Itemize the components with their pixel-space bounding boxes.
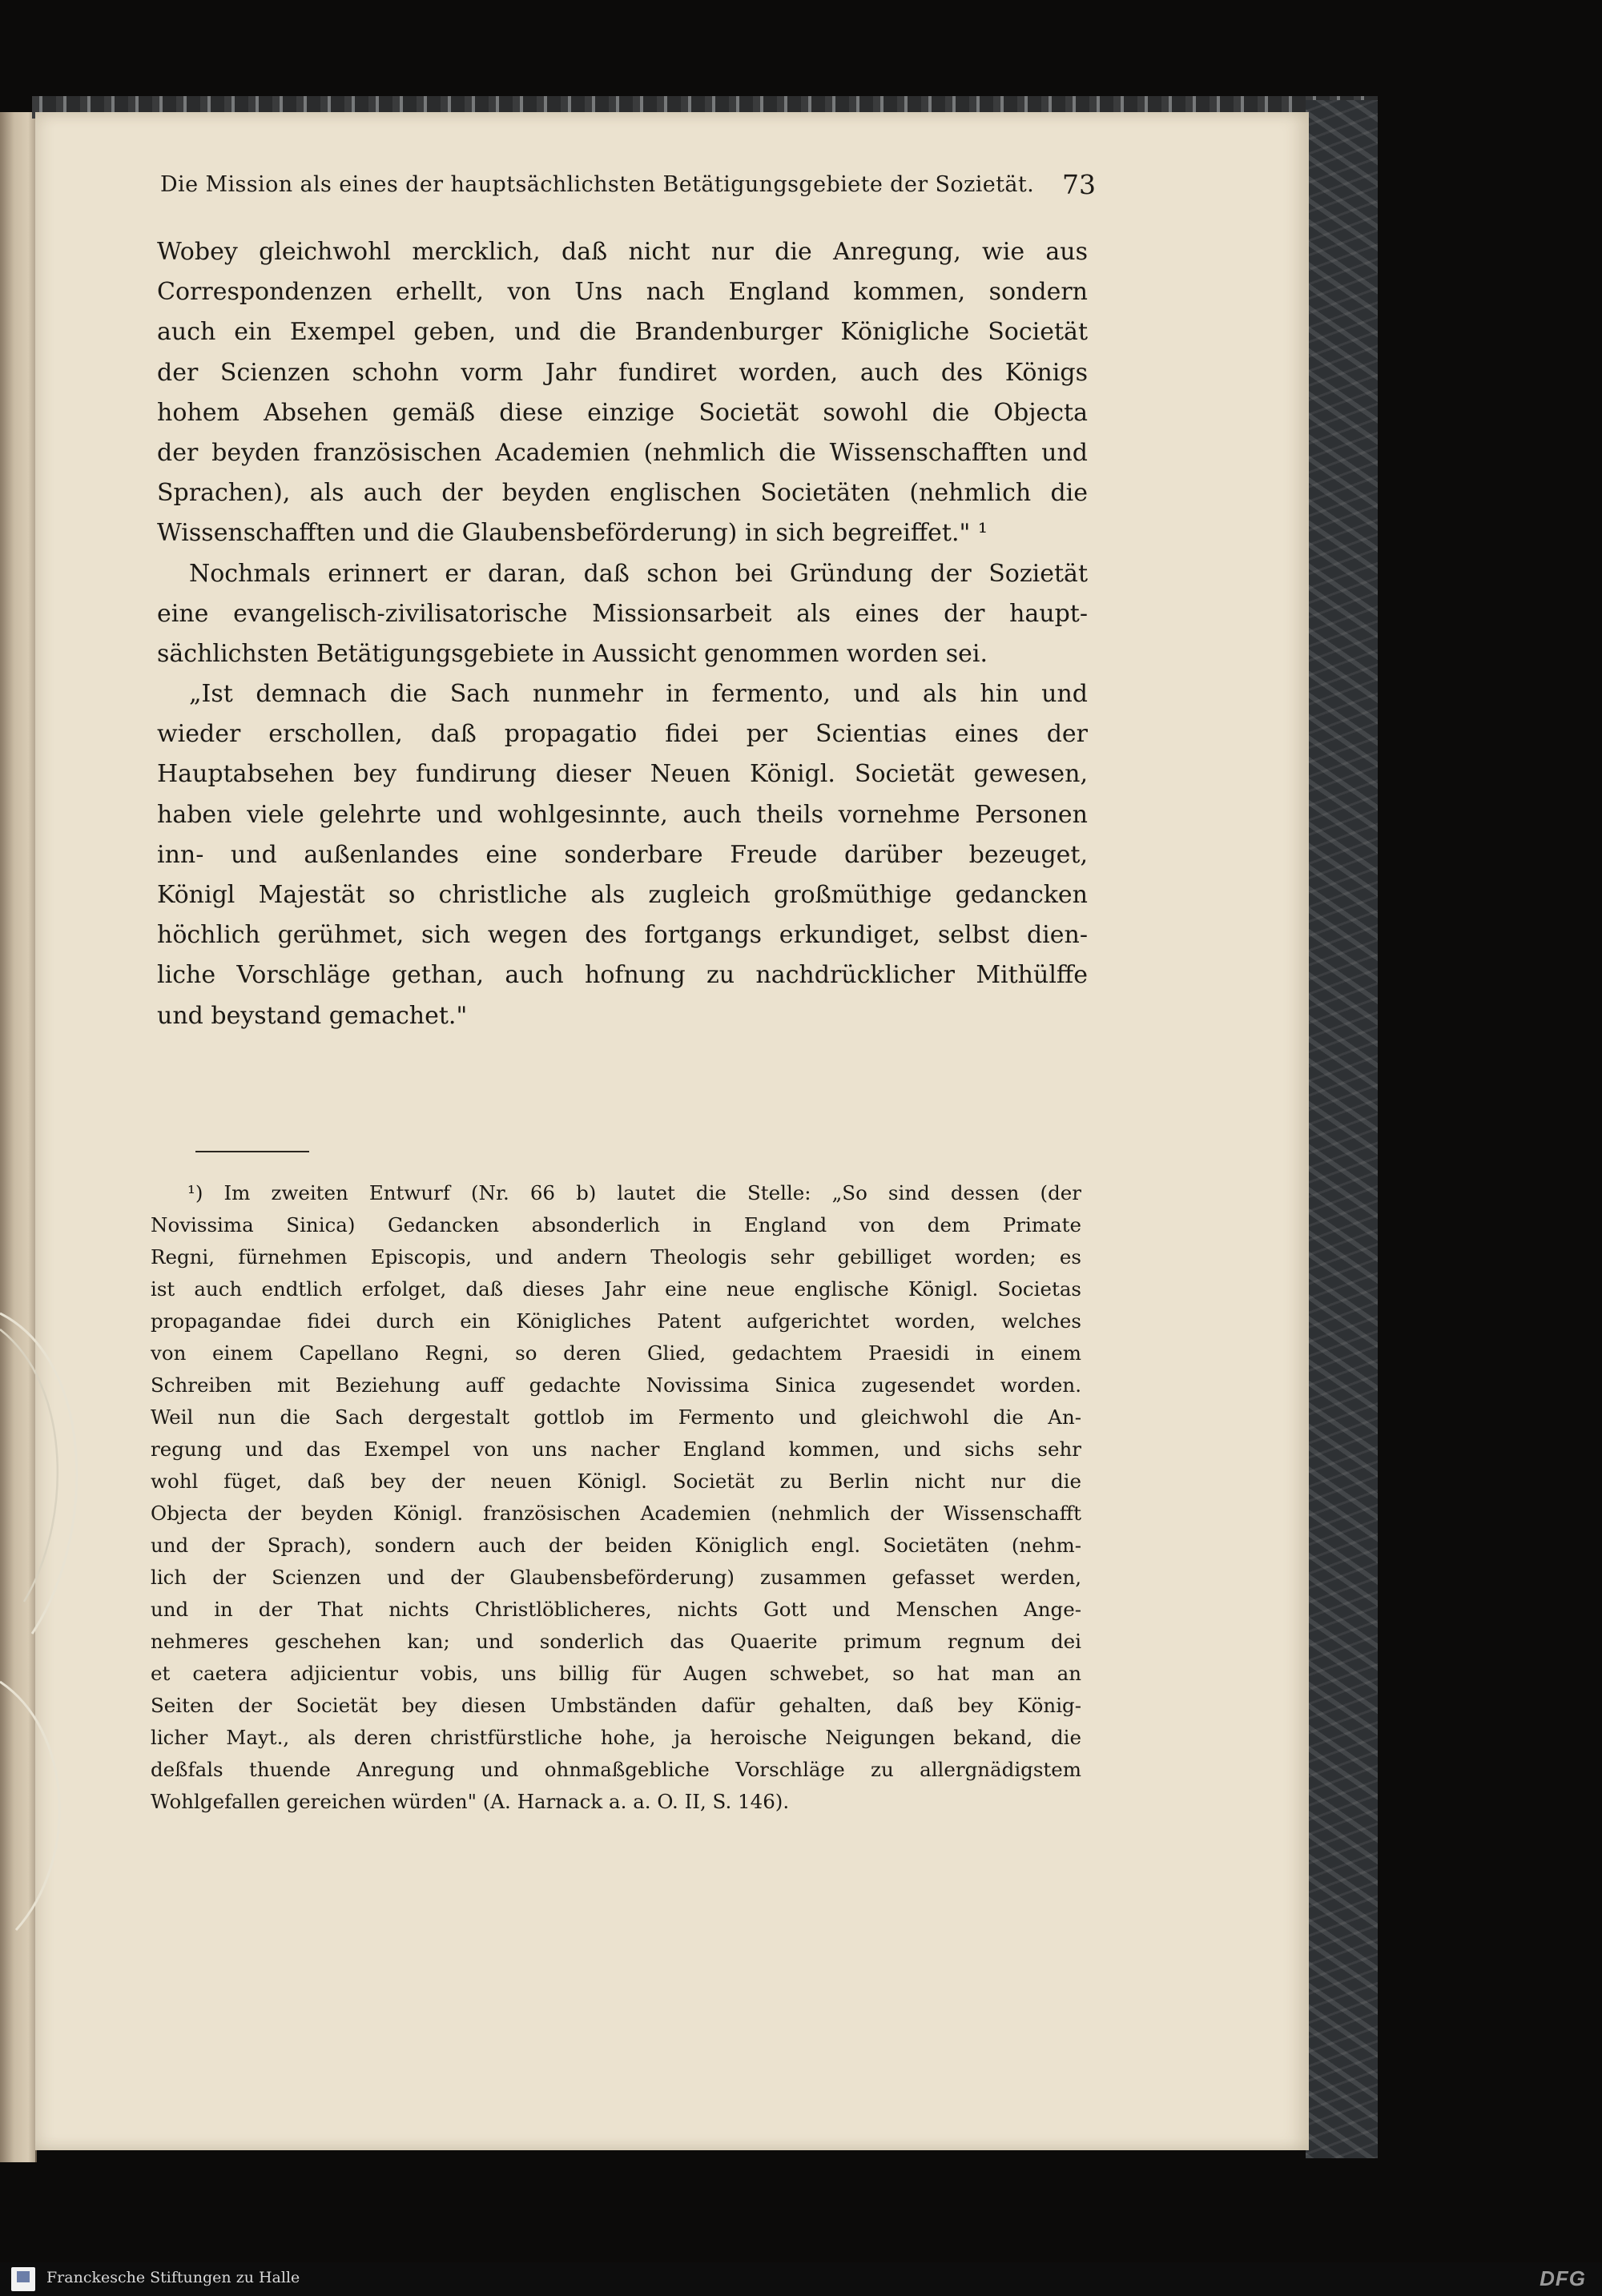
body-line: Wissenschafften und die Glaubensbeförderung) in sich begreiffet." ¹	[157, 519, 988, 548]
dfg-logo: DFG	[1540, 2266, 1586, 2290]
footnote-line: lich der Scienzen und der Glaubensbeförderung) zusammen gefasset werden,	[151, 1566, 1081, 1589]
previous-page-edge	[0, 112, 37, 2162]
body-line: wieder erschollen, daß propagatio fidei per Scientias eines der	[157, 720, 1088, 749]
running-head	[160, 169, 1096, 204]
viewer-footer	[0, 2262, 1602, 2296]
body-line: haben viele gelehrte und wohlgesinnte, auch theils vornehme Personen	[157, 800, 1088, 829]
footnote-line: ¹) Im zweiten Entwurf (Nr. 66 b) lautet die Stelle: „So sind dessen (der	[187, 1181, 1081, 1204]
institution-logo-icon	[11, 2267, 35, 2291]
footnote-line: und der Sprach), sondern auch der beiden Königlich engl. Societäten (nehm-	[151, 1534, 1081, 1557]
footnote-line: Weil nun die Sach dergestalt gottlob im Fermento und gleichwohl die An-	[151, 1405, 1081, 1429]
footnote-line: nehmeres geschehen kan; und sonderlich das Quaerite primum regnum dei	[151, 1630, 1081, 1653]
footnote-line: Schreiben mit Beziehung auff gedachte Novissima Sinica zugesendet worden.	[151, 1373, 1081, 1397]
footnote-line: ist auch endtlich erfolget, daß dieses Jahr eine neue englische Königl. Societas	[151, 1277, 1081, 1301]
body-line: inn- und außenlandes eine sonderbare Freude darüber bezeuget,	[157, 840, 1088, 869]
running-head-title: Die Mission als eines der hauptsächlichsten Betätigungsgebiete der Sozietät.	[160, 172, 1035, 197]
body-line: auch ein Exempel geben, und die Brandenburger Königliche Societät	[157, 318, 1088, 347]
body-line: Nochmals erinnert er daran, daß schon bei Gründung der Sozietät	[189, 559, 1088, 588]
body-line: „Ist demnach die Sach nunmehr in fermento, und als hin und	[189, 680, 1088, 709]
footnote-line: propagandae fidei durch ein Königliches Patent aufgerichtet worden, welches	[151, 1309, 1081, 1333]
footnote-line: Seiten der Societät bey diesen Umbständen dafür gehalten, daß bey König-	[151, 1694, 1081, 1717]
footnote-line: Wohlgefallen gereichen würden" (A. Harnack a. a. O. II, S. 146).	[151, 1790, 790, 1813]
body-line: liche Vorschläge gethan, auch hofnung zu nachdrücklicher Mithülffe	[157, 961, 1088, 990]
footnote-line: et caetera adjicientur vobis, uns billig für Augen schwebet, so hat man an	[151, 1662, 1081, 1685]
footnote-separator	[195, 1151, 309, 1152]
footnote-line: licher Mayt., als deren christfürstliche hohe, ja heroische Neigungen bekand, die	[151, 1726, 1081, 1749]
body-line: Sprachen), als auch der beyden englischen Societäten (nehmlich die	[157, 479, 1088, 508]
footnote-line: regung und das Exempel von uns nacher England kommen, und sichs sehr	[151, 1438, 1081, 1461]
institution-name: Franckesche Stiftungen zu Halle	[46, 2269, 300, 2286]
footnote-line: Novissima Sinica) Gedancken absonderlich in England von dem Primate	[151, 1213, 1081, 1236]
footnote-line: Objecta der beyden Königl. französischen Academien (nehmlich der Wissenschafft	[151, 1502, 1081, 1525]
body-line: Königl Majestät so christliche als zugleich großmüthige gedancken	[157, 881, 1088, 909]
page-number: 73	[1062, 169, 1096, 200]
body-line: hohem Absehen gemäß diese einzige Societät sowohl die Objecta	[157, 398, 1088, 427]
footnote-line: deßfals thuende Anregung und ohnmaßgebliche Vorschläge zu allergnädigstem	[151, 1758, 1081, 1781]
footnote	[151, 1177, 1081, 1818]
footnote-line: und in der That nichts Christlöblicheres, nichts Gott und Menschen Ange-	[151, 1598, 1081, 1621]
body-line: und beystand gemachet."	[157, 1001, 468, 1030]
body-line: eine evangelisch-zivilisatorische Missionsarbeit als eines der haupt-	[157, 599, 1088, 628]
body-text	[157, 232, 1088, 1036]
body-line: Correspondenzen erhellt, von Uns nach England kommen, sondern	[157, 278, 1088, 307]
book-cover-edge	[1306, 100, 1378, 2158]
body-line: der Scienzen schohn vorm Jahr fundiret worden, auch des Königs	[157, 358, 1088, 387]
footnote-line: von einem Capellano Regni, so deren Glied, gedachtem Praesidi in einem	[151, 1341, 1081, 1365]
footnote-line: wohl füget, daß bey der neuen Königl. Societät zu Berlin nicht nur die	[151, 1470, 1081, 1493]
body-line: der beyden französischen Academien (nehmlich die Wissenschafften und	[157, 438, 1088, 467]
body-line: Wobey gleichwohl mercklich, daß nicht nur die Anregung, wie aus	[157, 238, 1088, 266]
body-line: sächlichsten Betätigungsgebiete in Aussicht genommen worden sei.	[157, 639, 988, 668]
footnote-line: Regni, fürnehmen Episcopis, und andern Theologis sehr gebilliget worden; es	[151, 1245, 1081, 1269]
body-line: Hauptabsehen bey fundirung dieser Neuen Königl. Societät gewesen,	[157, 760, 1088, 789]
body-line: höchlich gerühmet, sich wegen des fortgangs erkundiget, selbst dien-	[157, 921, 1088, 950]
